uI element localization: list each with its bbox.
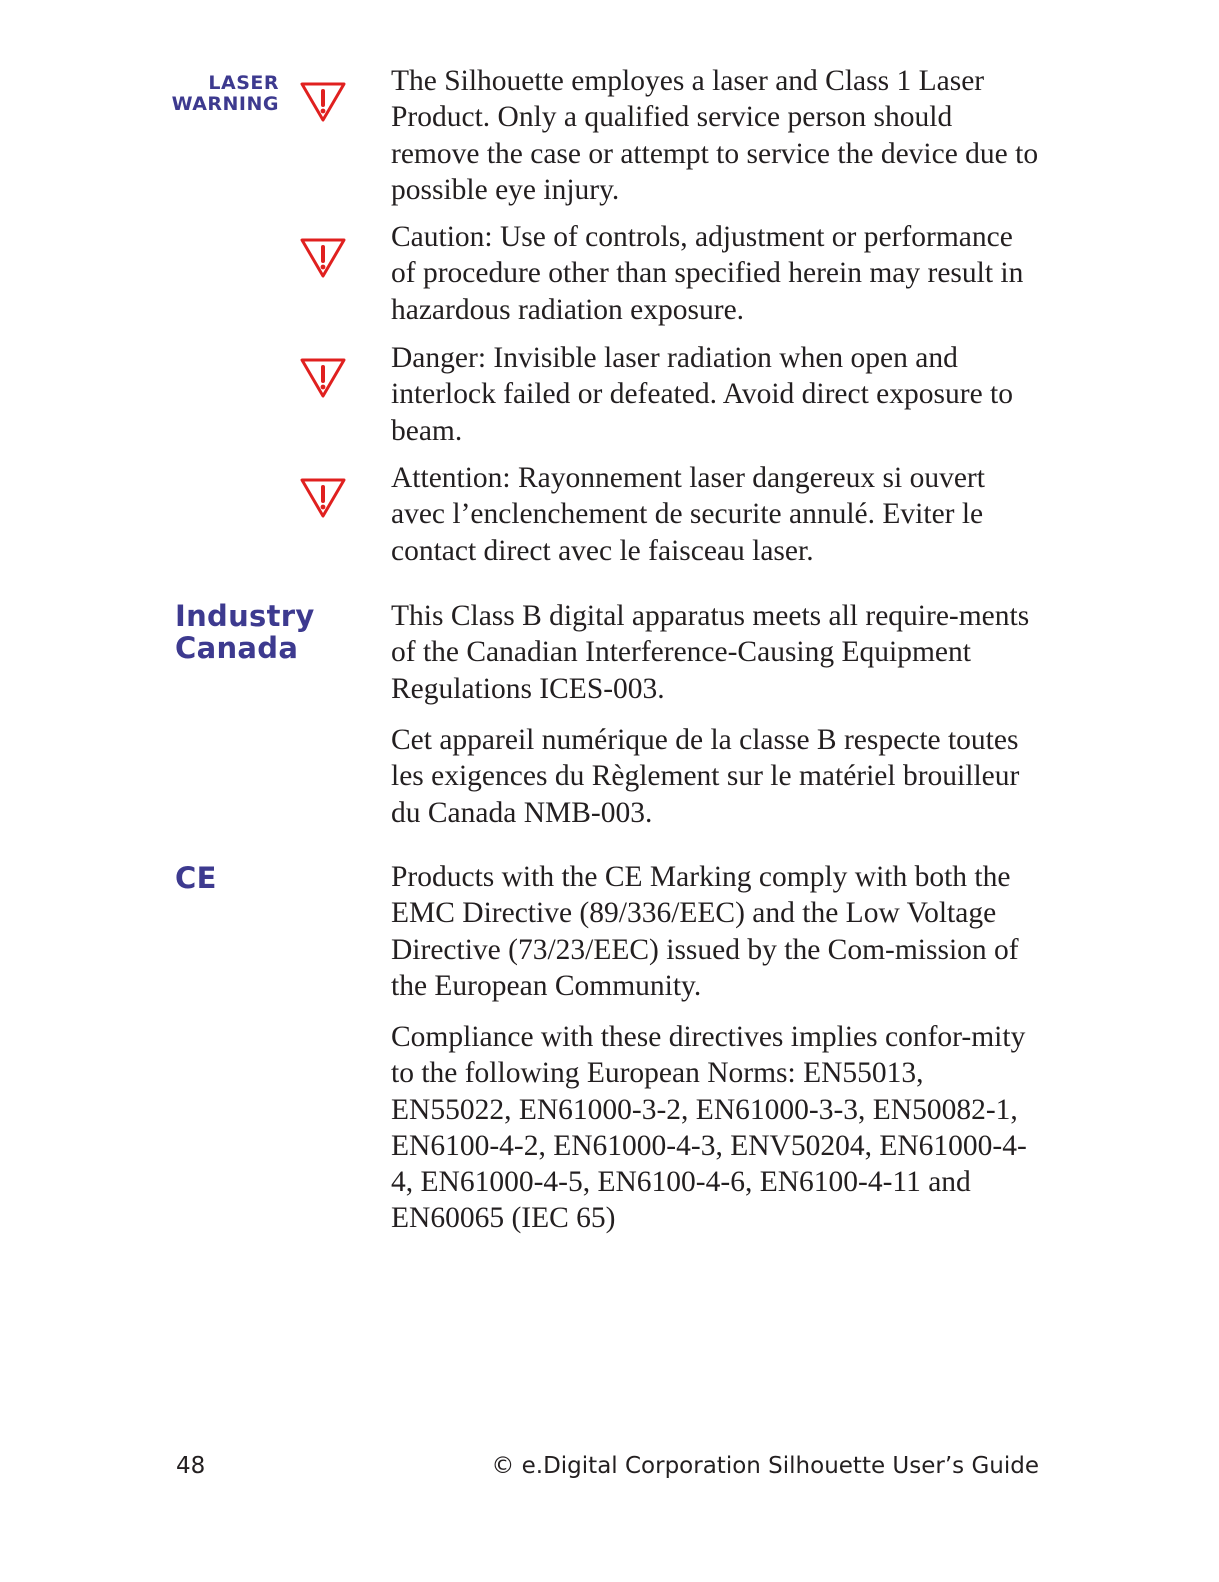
industry-canada-heading xyxy=(175,600,315,664)
warning-triangle-icon xyxy=(299,80,347,124)
industry-canada-heading-line2: Canada xyxy=(175,631,299,665)
industry-canada-french-paragraph: Cet appareil numérique de la classe B respecte toutes les exigences du Règlement sur le matériel brouilleur du Canada NMB-003. xyxy=(391,724,1020,829)
attention-paragraph: Attention: Rayonnement laser dangereux si ouvert avec l’enclenchement de securite annulé. Eviter le contact direct avec le faisceau laser. xyxy=(391,462,985,567)
industry-canada-english-paragraph: This Class B digital apparatus meets all require-ments of the Canadian Interference-Causing Equipment Regulations ICES-003. xyxy=(391,600,1030,705)
warning-triangle-icon xyxy=(299,476,347,520)
ce-heading: CE xyxy=(175,861,217,895)
warning-triangle-icon xyxy=(299,236,347,280)
ce-norms-paragraph: Compliance with these directives implies confor-mity to the following European Norms: EN55013, EN55022, EN61000-3-2, EN61000-3-3, EN50082-1, EN6100-4-2, EN61000-4-3, ENV50204, EN61000-4-4, EN61000-4-5, EN6100-4-6, EN6100-4-11 and EN60065 (IEC 65) xyxy=(391,1021,1027,1235)
laser-warning-label-line1: LASER xyxy=(208,72,279,94)
footer-copyright: © e.Digital Corporation Silhouette User’s Guide xyxy=(491,1453,1039,1479)
caution-paragraph: Caution: Use of controls, adjustment or performance of procedure other than specified herein may result in hazardous radiation exposure. xyxy=(391,221,1024,326)
warning-triangle-icon xyxy=(299,356,347,400)
laser-warning-label xyxy=(172,73,279,115)
laser-warning-label-line2: WARNING xyxy=(171,93,279,115)
industry-canada-heading-line1: Industry xyxy=(175,599,315,633)
laser-warning-paragraph: The Silhouette employes a laser and Class 1 Laser Product. Only a qualified service person should remove the case or attempt to service the device due to possible eye injury. xyxy=(391,65,1039,206)
ce-directive-paragraph: Products with the CE Marking comply with both the EMC Directive (89/336/EEC) and the Low Voltage Directive (73/23/EEC) issued by the Com-mission of the European Community. xyxy=(391,861,1019,1002)
page-number: 48 xyxy=(176,1453,206,1479)
danger-paragraph: Danger: Invisible laser radiation when open and interlock failed or defeated. Avoid direct exposure to beam. xyxy=(391,342,1013,447)
